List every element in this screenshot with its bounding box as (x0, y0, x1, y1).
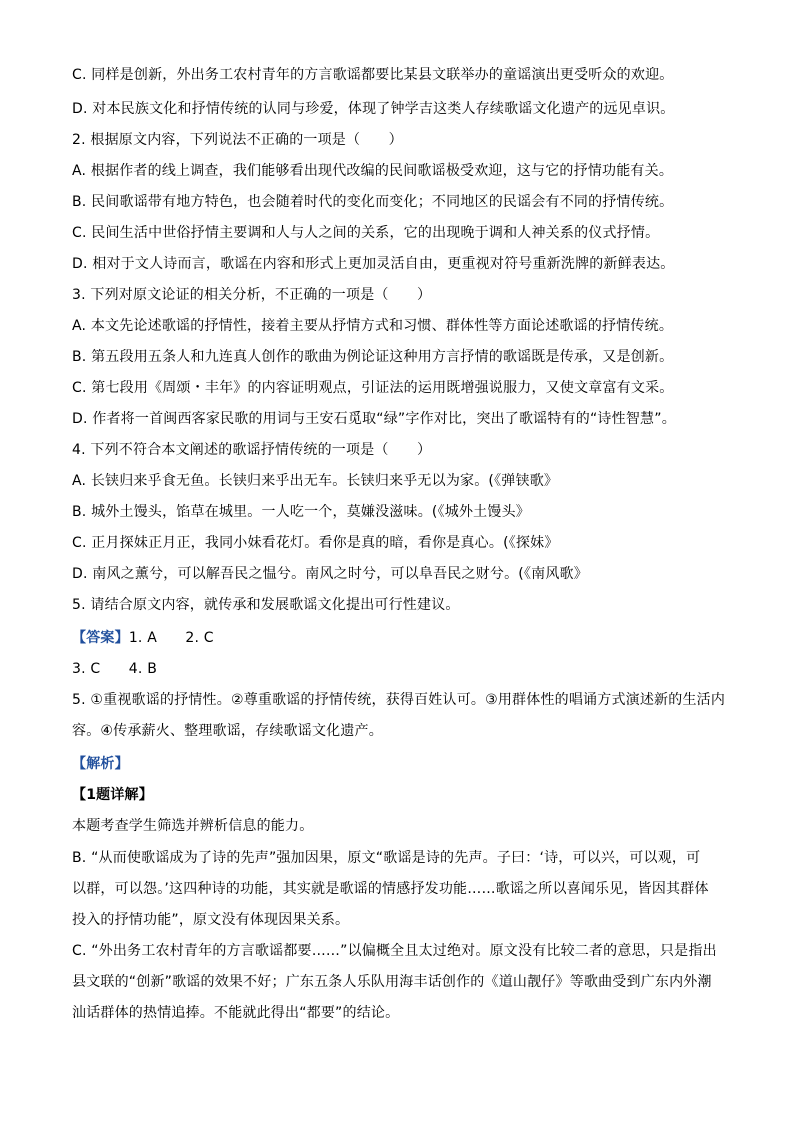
option-4d: D. 南风之薰兮，可以解吾民之愠兮。南风之时兮，可以阜吾民之财兮。(《南风歌》 (72, 566, 588, 582)
answer-line-4: 容。④传承薪火、整理歌谣，存续歌谣文化遗产。 (72, 723, 383, 739)
option-4a: A. 长铗归来乎食无鱼。长铗归来乎出无车。长铗归来乎无以为家。(《弹铗歌》 (72, 473, 559, 489)
answer-line-3: 5. ①重视歌谣的抒情性。②尊重歌谣的抒情传统，获得百姓认可。③用群体性的唱诵方式演述新的生活内 (72, 692, 726, 708)
detail-label: 【1题详解】 (72, 787, 153, 803)
analysis-line-5: C. “外出务工农村青年的方言歌谣都要……”以偏概全且太过绝对。原文没有比较二者的意思，只是指出 (72, 943, 717, 959)
option-3d: D. 作者将一首闽西客家民歌的用词与王安石觅取“绿”字作对比，突出了歌谣特有的“诗性智慧”。 (72, 411, 676, 427)
question-4: 4. 下列不符合本文阐述的歌谣抒情传统的一项是（ ） (72, 442, 432, 458)
analysis-line-3: 以群，可以怨。’这四种诗的功能，其实就是歌谣的情感抒发功能……歌谣之所以喜闻乐见，皆因其群体 (72, 881, 709, 897)
option-3a: A. 本文先论述歌谣的抒情性，接着主要从抒情方式和习惯、群体性等方面论述歌谣的抒情传统。 (72, 318, 674, 334)
option-3b: B. 第五段用五条人和九连真人创作的歌曲为例论证这种用方言抒情的歌谣既是传承，又是创新。 (72, 349, 674, 365)
option-4b: B. 城外土馒头，馅草在城里。一人吃一个，莫嫌没滋味。(《城外土馒头》 (72, 504, 530, 520)
question-3: 3. 下列对原文论证的相关分析，不正确的一项是（ ） (72, 287, 432, 303)
analysis-line-7: 汕话群体的热情追捧。不能就此得出“都要”的结论。 (72, 1005, 400, 1021)
option-2d: D. 相对于文人诗而言，歌谣在内容和形式上更加灵活自由，更重视对符号重新洗牌的新鲜表达。 (72, 256, 675, 272)
option-1c: C. 同样是创新，外出务工农村青年的方言歌谣都要比某县文联举办的童谣演出更受听众的欢迎。 (72, 67, 674, 83)
analysis-line-4: 投入的抒情功能”，原文没有体现因果关系。 (72, 912, 350, 928)
option-2c: C. 民间生活中世俗抒情主要调和人与人之间的关系，它的出现晚于调和人神关系的仪式抒情。 (72, 225, 660, 241)
answer-row-1 (72, 629, 214, 647)
option-2a: A. 根据作者的线上调查，我们能够看出现代改编的民间歌谣极受欢迎，这与它的抒情功能有关。 (72, 163, 674, 179)
analysis-line-2: B. “从而使歌谣成为了诗的先声”强加因果，原文“歌谣是诗的先声。子曰：‘诗，可以兴，可以观，可 (72, 850, 701, 866)
option-4c: C. 正月探妹正月正，我同小妹看花灯。看你是真的暗，看你是真心。(《探妹》 (72, 535, 559, 551)
answer-label: 【答案】 (72, 630, 129, 646)
option-2b: B. 民间歌谣带有地方特色，也会随着时代的变化而变化；不同地区的民谣会有不同的抒情传统。 (72, 194, 674, 210)
question-5: 5. 请结合原文内容，就传承和发展歌谣文化提出可行性建议。 (72, 597, 460, 613)
analysis-line-6: 县文联的“创新”歌谣的效果不好；广东五条人乐队用海丰话创作的《道山靓仔》等歌曲受到广东内外潮 (72, 974, 712, 990)
option-3c: C. 第七段用《周颂・丰年》的内容证明观点，引证法的运用既增强说服力，又使文章富有文采。 (72, 380, 674, 396)
answer-line-2: 3. C 4. B (72, 661, 157, 677)
answer-line-1: 1. A 2. C (128, 630, 214, 646)
analysis-label: 【解析】 (72, 756, 129, 772)
analysis-line-1: 本题考查学生筛选并辨析信息的能力。 (72, 818, 314, 834)
question-2: 2. 根据原文内容，下列说法不正确的一项是（ ） (72, 132, 403, 148)
option-1d: D. 对本民族文化和抒情传统的认同与珍爱，体现了钟学吉这类人存续歌谣文化遗产的远见卓识。 (72, 101, 675, 117)
